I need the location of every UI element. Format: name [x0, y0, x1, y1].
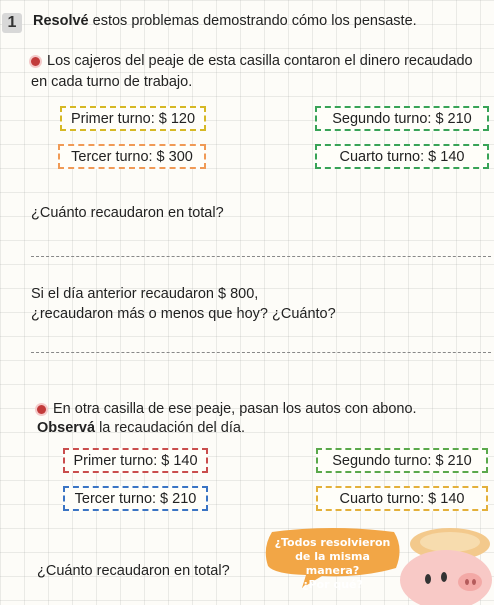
speech-bubble-line2: de la misma manera?	[295, 550, 370, 577]
problem2-observe	[37, 418, 245, 438]
answer-line-1[interactable]	[31, 256, 491, 257]
problem1-statement-line2: en cada turno de trabajo.	[31, 74, 193, 90]
problem1-statement-line1: Los cajeros del peaje de esta casilla contaron el dinero recaudado	[47, 53, 473, 69]
problem2-box-fourth-shift: Cuarto turno: $ 140	[316, 486, 488, 511]
problem1-question2-line1: Si el día anterior recaudaron $ 800,	[31, 286, 259, 302]
problem2-question-total: ¿Cuánto recaudaron en total?	[37, 563, 230, 579]
problem1-box-first-shift: Primer turno: $ 120	[60, 106, 206, 131]
observe-text: la recaudación del día.	[95, 420, 245, 436]
instruction-title	[33, 13, 417, 29]
problem1-question-total: ¿Cuánto recaudaron en total?	[31, 205, 224, 221]
problem1-box-third-shift: Tercer turno: $ 300	[58, 144, 206, 169]
problem2-box-third-shift: Tercer turno: $ 210	[63, 486, 208, 511]
problem2-bullet-icon	[37, 405, 46, 414]
problem2-box-first-shift: Primer turno: $ 140	[63, 448, 208, 473]
exercise-number: 1	[2, 13, 22, 33]
speech-bubble-line1: ¿Todos resolvieron	[274, 536, 391, 549]
problem1-question2-line2: ¿recaudaron más o menos que hoy? ¿Cuánto?	[31, 306, 336, 322]
problem1-bullet-icon	[31, 57, 40, 66]
observe-verb: Observá	[37, 420, 96, 436]
instruction-verb: Resolvé	[33, 13, 89, 29]
problem1-box-second-shift: Segundo turno: $ 210	[315, 106, 489, 131]
problem2-box-second-shift: Segundo turno: $ 210	[316, 448, 488, 473]
answer-line-2[interactable]	[31, 352, 491, 353]
problem2-statement-line1: En otra casilla de ese peaje, pasan los autos con abono.	[53, 401, 417, 417]
problem1-box-fourth-shift: Cuarto turno: $ 140	[315, 144, 489, 169]
speech-bubble-text	[270, 536, 395, 592]
piggy-mascot-icon	[398, 522, 494, 605]
speech-bubble-line3: ¿Por qué?	[302, 578, 363, 591]
instruction-text: estos problemas demostrando cómo los pensaste.	[88, 13, 417, 29]
